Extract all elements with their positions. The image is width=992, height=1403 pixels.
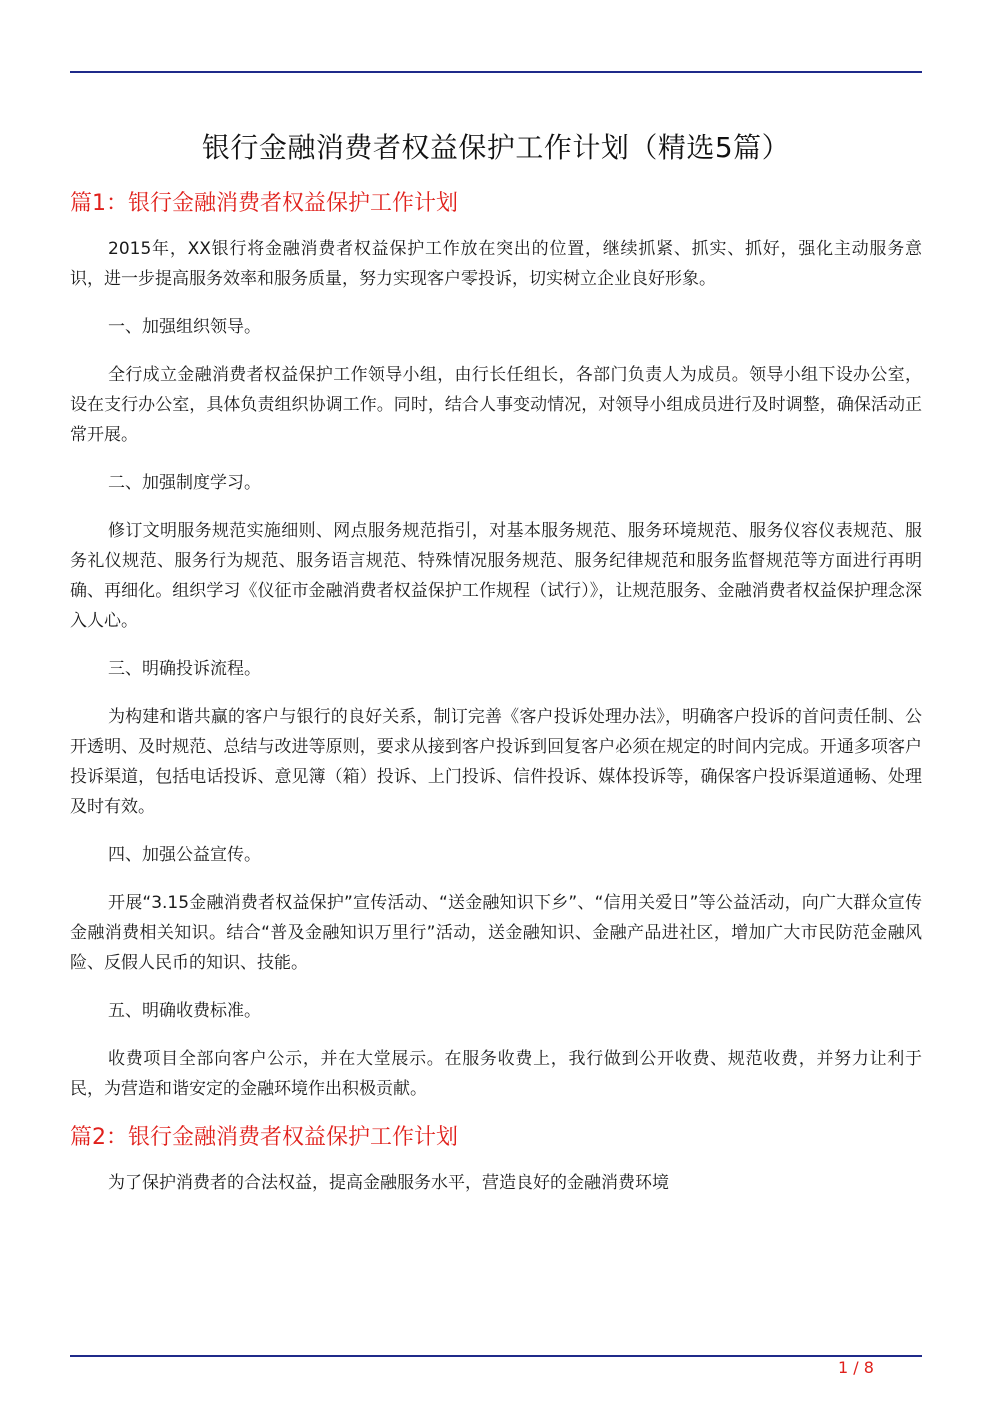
subheading: 五、明确收费标准。 — [108, 1001, 261, 1021]
section-1-heading: 篇1：银行金融消费者权益保护工作计划 — [70, 191, 458, 216]
paragraph: 修订文明服务规范实施细则、网点服务规范指引，对基本服务规范、服务环境规范、服务仪容仪表规范、服务礼仪规范、服务行为规范、服务语言规范、特殊情况服务规范、服务纪律规范和服务监督规范等方面进行再明确、再细化。组织学习《仪征市金融消费者权益保护工作规程（试行）》，让规范服务、金融消费者权益保护理念深入人心。 — [70, 521, 922, 631]
subheading: 一、加强组织领导。 — [108, 317, 261, 337]
paragraph: 收费项目全部向客户公示，并在大堂展示。在服务收费上，我行做到公开收费、规范收费，并努力让利于民，为营造和谐安定的金融环境作出积极贡献。 — [70, 1049, 922, 1099]
paragraph: 为了保护消费者的合法权益，提高金融服务水平，营造良好的金融消费环境 — [108, 1173, 669, 1193]
paragraph: 开展“3.15金融消费者权益保护”宣传活动、“送金融知识下乡”、“信用关爱日”等公益活动，向广大群众宣传金融消费相关知识。结合“普及金融知识万里行”活动，送金融知识、金融产品进社区，增加广大市民防范金融风险、反假人民币的知识、技能。 — [70, 893, 922, 973]
document-body — [70, 188, 922, 1216]
subheading: 四、加强公益宣传。 — [108, 845, 261, 865]
section-2-heading: 篇2：银行金融消费者权益保护工作计划 — [70, 1125, 458, 1150]
paragraph: 全行成立金融消费者权益保护工作领导小组，由行长任组长，各部门负责人为成员。领导小组下设办公室，设在支行办公室，具体负责组织协调工作。同时，结合人事变动情况，对领导小组成员进行及时调整，确保活动正常开展。 — [70, 365, 922, 445]
header-rule — [70, 71, 922, 73]
document-title: 银行金融消费者权益保护工作计划（精选5篇） — [201, 131, 791, 164]
footer-rule — [70, 1355, 922, 1357]
page-number: 1 / 8 — [838, 1358, 874, 1377]
subheading: 三、明确投诉流程。 — [108, 659, 261, 679]
paragraph: 2015年，XX银行将金融消费者权益保护工作放在突出的位置，继续抓紧、抓实、抓好，强化主动服务意识，进一步提高服务效率和服务质量，努力实现客户零投诉，切实树立企业良好形象。 — [70, 239, 922, 289]
subheading: 二、加强制度学习。 — [108, 473, 261, 493]
paragraph: 为构建和谐共赢的客户与银行的良好关系，制订完善《客户投诉处理办法》，明确客户投诉的首问责任制、公开透明、及时规范、总结与改进等原则，要求从接到客户投诉到回复客户必须在规定的时间内完成。开通多项客户投诉渠道，包括电话投诉、意见簿（箱）投诉、上门投诉、信件投诉、媒体投诉等，确保客户投诉渠道通畅、处理及时有效。 — [70, 707, 922, 817]
